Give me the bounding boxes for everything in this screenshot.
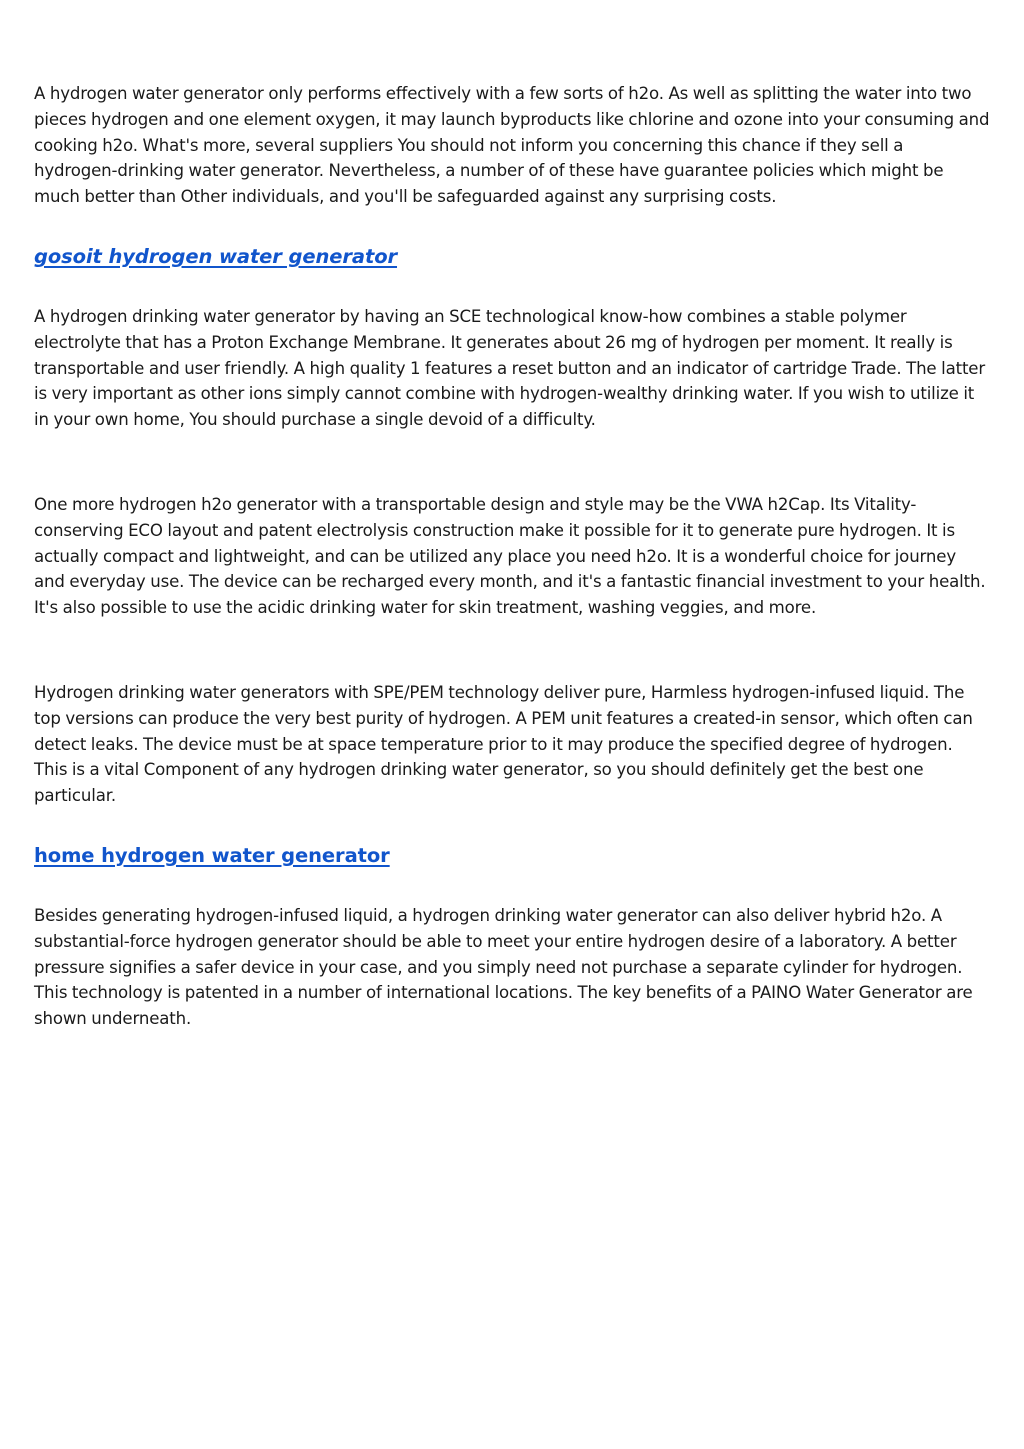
heading-link-home[interactable]: home hydrogen water generator xyxy=(34,843,390,867)
paragraph-vwa: One more hydrogen h2o generator with a transportable design and style may be the VWA h2Cap. Its Vitality-conserving ECO layout and patent electrolysis construction make it possible for it to generate pure hydrogen. It is actually compact and lightweight, and can be utilized any place you need h2o. It is a wonderful choice for journey and everyday use. The device can be recharged every month, and it's a fantastic financial investment to your health. It's also possible to use the acidic drinking water for skin treatment, washing veggies, and more. xyxy=(34,494,986,618)
paragraph-hybrid: Besides generating hydrogen-infused liquid, a hydrogen drinking water generator can also deliver hybrid h2o. A substantial-force hydrogen generator should be able to meet your entire hydrogen desire of a laboratory. A better pressure signifies a safer device in your case, and you simply need not purchase a separate cylinder for hydrogen. This technology is patented in a number of international locations. The key benefits of a PAINO Water Generator are shown underneath. xyxy=(34,905,973,1029)
heading-link-gosoit[interactable]: gosoit hydrogen water generator xyxy=(34,244,398,268)
heading-gosoit xyxy=(34,244,990,270)
paragraph-spe-pem: Hydrogen drinking water generators with SPE/PEM technology deliver pure, Harmless hydrogen-infused liquid. The top versions can produce the very best purity of hydrogen. A PEM unit features a created-in sensor, which often can detect leaks. The device must be at space temperature prior to it may produce the specified degree of hydrogen. This is a vital Component of any hydrogen drinking water generator, so you should definitely get the best one particular. xyxy=(34,682,973,806)
paragraph-sce: A hydrogen drinking water generator by having an SCE technological know-how combines a stable polymer electrolyte that has a Proton Exchange Membrane. It generates about 26 mg of hydrogen per moment. It really is transportable and user friendly. A high quality 1 features a reset button and an indicator of cartridge Trade. The latter is very important as other ions simply cannot combine with hydrogen-wealthy drinking water. If you wish to utilize it in your own home, You should purchase a single devoid of a difficulty. xyxy=(34,306,986,430)
paragraph-intro: A hydrogen water generator only performs effectively with a few sorts of h2o. As well as splitting the water into two pieces hydrogen and one element oxygen, it may launch byproducts like chlorine and ozone into your consuming and cooking h2o. What's more, several suppliers You should not inform you concerning this chance if they sell a hydrogen-drinking water generator. Nevertheless, a number of of these have guarantee policies which might be much better than Other individuals, and you'll be safeguarded against any surprising costs. xyxy=(34,84,990,207)
heading-home xyxy=(34,843,990,869)
